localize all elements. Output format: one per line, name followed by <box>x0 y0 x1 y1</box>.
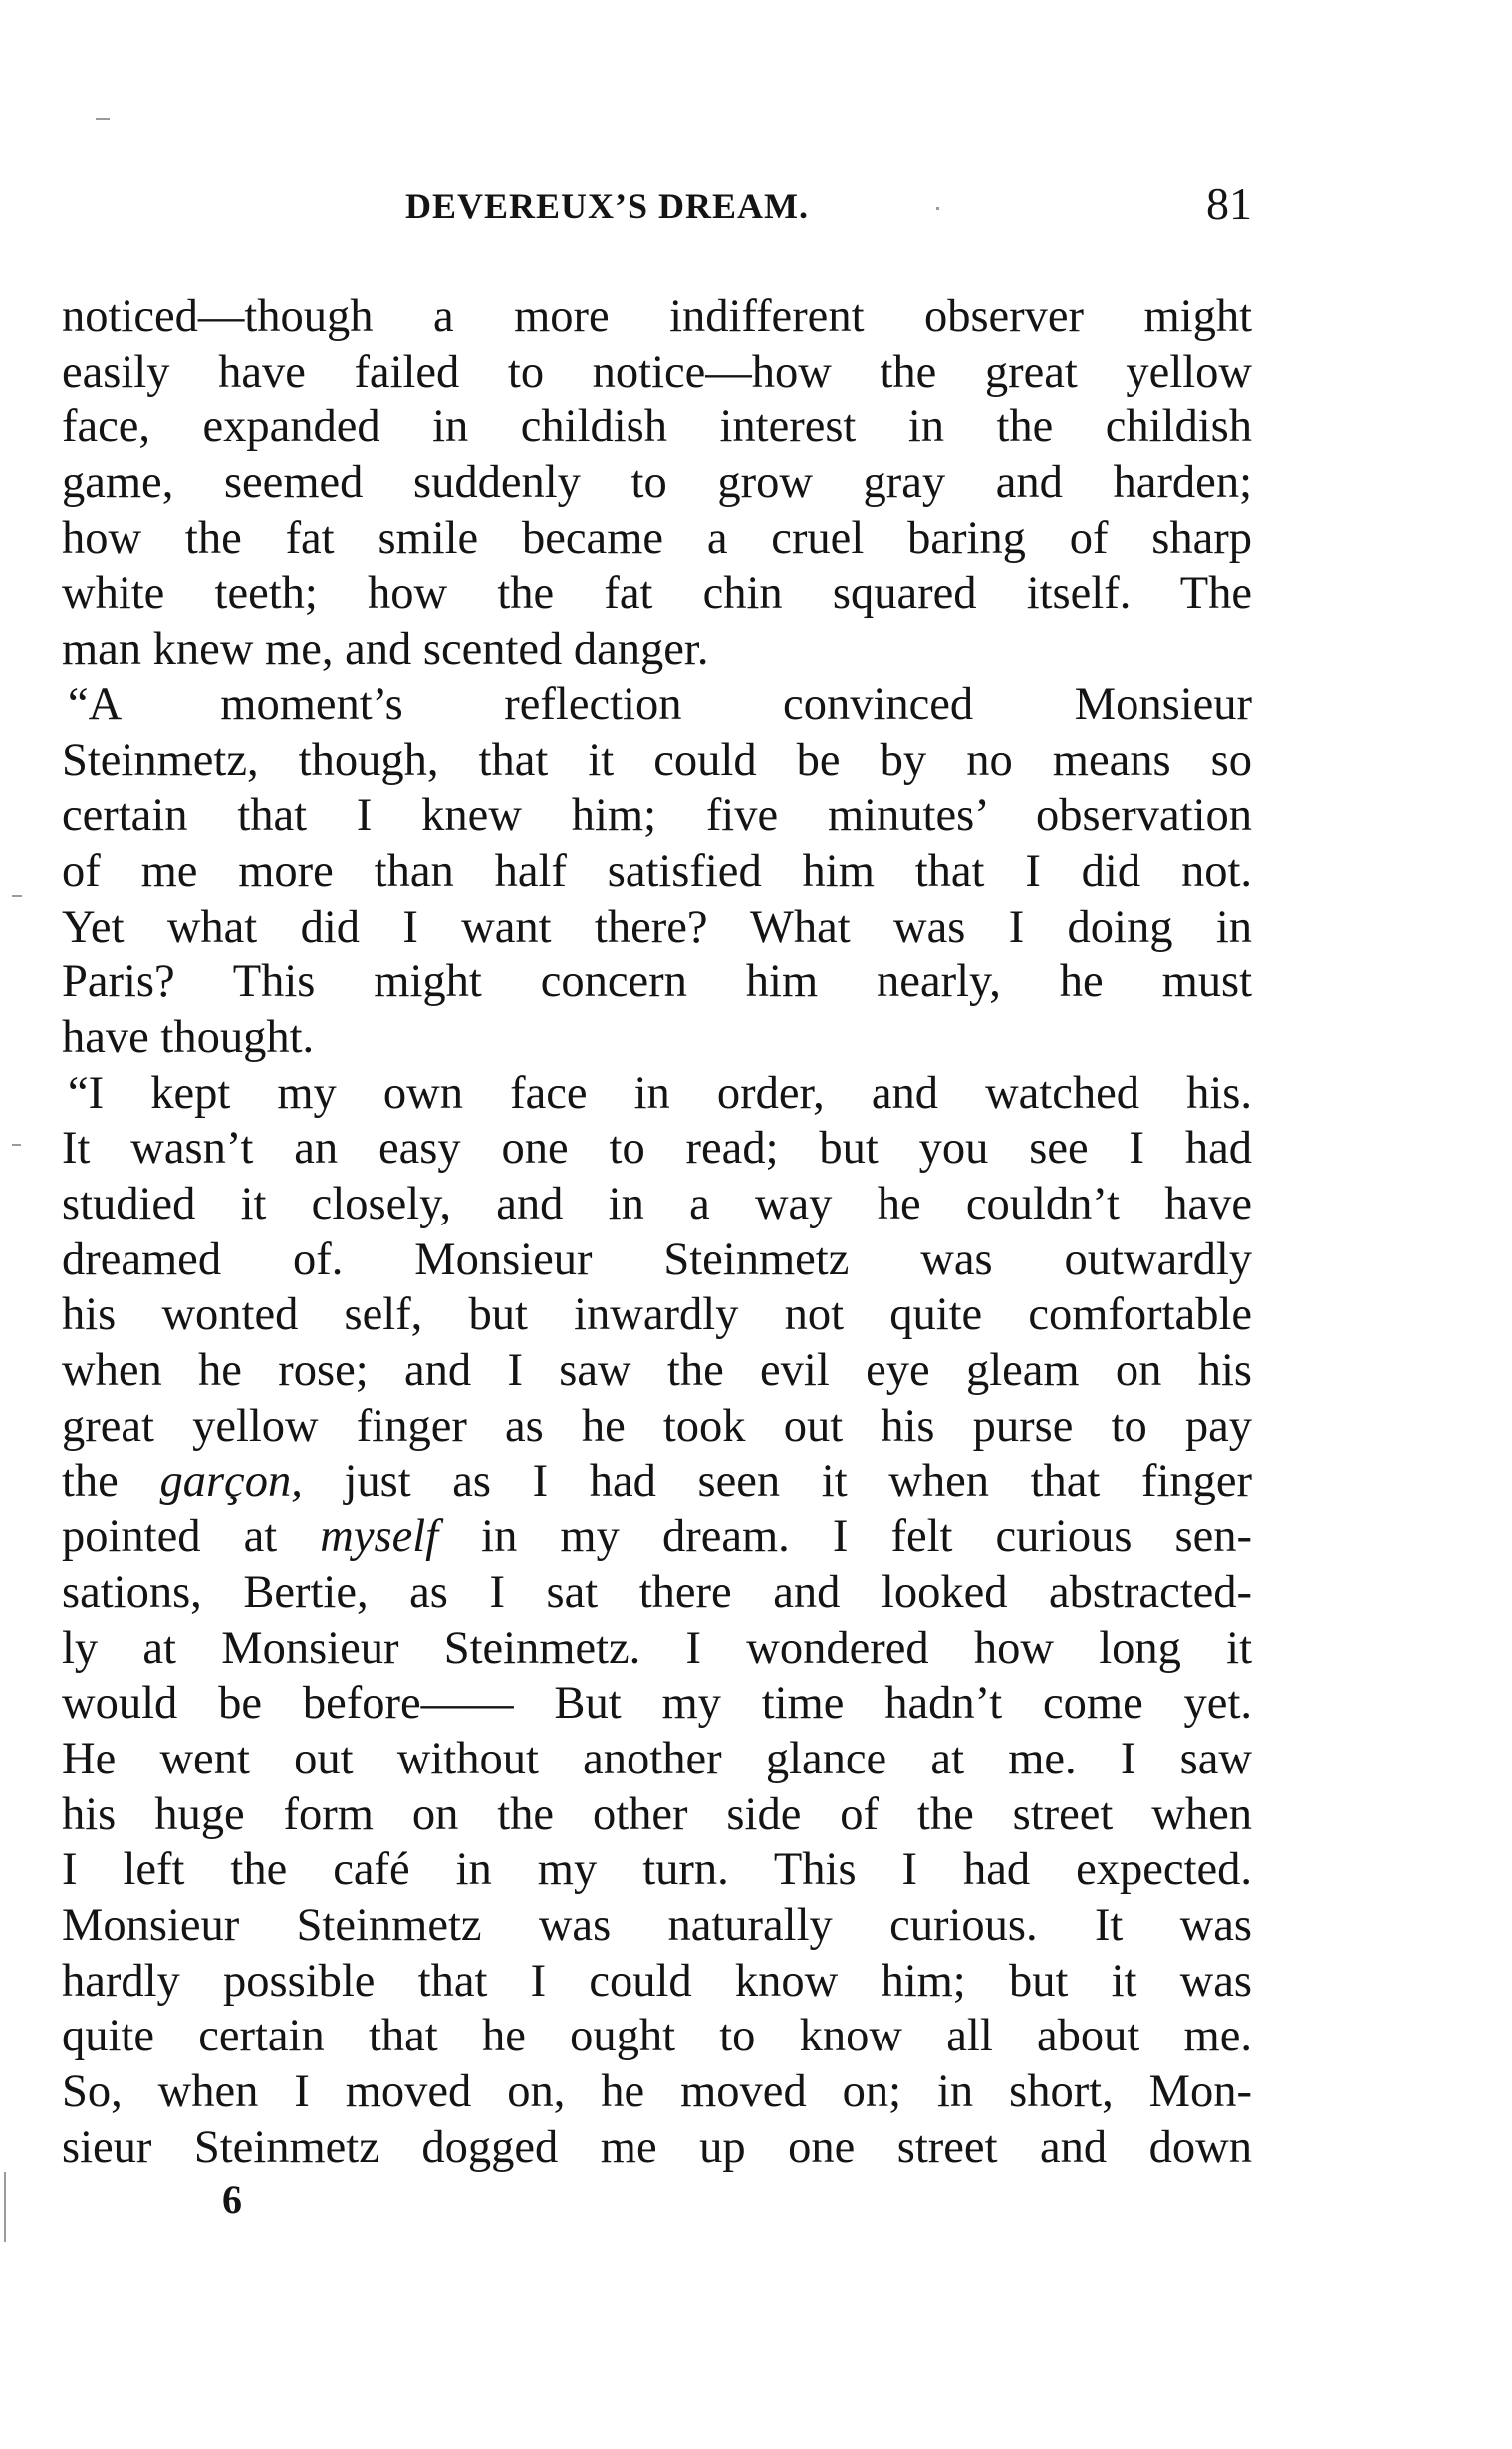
text-line: Steinmetz, though, that it could be by no means so <box>62 734 1252 786</box>
text-line: sieur Steinmetz dogged me up one street and down <box>62 2121 1252 2173</box>
scan-speck <box>4 2172 6 2242</box>
text-line: his huge form on the other side of the street when <box>62 1788 1252 1840</box>
text-segment: just as I had seen it when that finger <box>302 1456 1253 1507</box>
text-line: It wasn’t an easy one to read; but you see I had <box>62 1123 1252 1175</box>
body-text <box>62 289 1252 2175</box>
text-line: his wonted self, but inwardly not quite comfortable <box>62 1289 1252 1341</box>
text-line: dreamed of. Monsieur Steinmetz was outwardly <box>62 1233 1252 1285</box>
italic-word: myself <box>320 1511 439 1563</box>
text-line: hardly possible that I could know him; but it was <box>62 1955 1252 2007</box>
text-line: noticed—though a more indifferent observer might <box>62 291 1252 342</box>
text-line: So, when I moved on, he moved on; in short, Mon- <box>62 2066 1252 2117</box>
text-line: great yellow finger as he took out his purse to pay <box>62 1400 1252 1452</box>
text-line: how the fat smile became a cruel baring of sharp <box>62 512 1252 564</box>
text-line: certain that I knew him; five minutes’ observation <box>62 790 1252 842</box>
text-line: studied it closely, and in a way he couldn’t have <box>62 1179 1252 1229</box>
text-line: white teeth; how the fat chin squared itself. The <box>62 568 1252 620</box>
text-line: ly at Monsieur Steinmetz. I wondered how long it <box>62 1622 1252 1674</box>
text-segment: pointed at <box>62 1511 321 1563</box>
text-segment: the <box>62 1456 160 1507</box>
scan-speck <box>12 1144 21 1146</box>
scan-speck <box>936 207 939 210</box>
text-line: Yet what did I want there? What was I doing in <box>62 901 1252 952</box>
text-line: Paris? This might concern him nearly, he must <box>62 956 1252 1008</box>
text-line: man knew me, and scented danger. <box>62 624 709 676</box>
text-line: easily have failed to notice—how the great yellow <box>62 346 1252 398</box>
italic-word: garçon, <box>159 1456 303 1507</box>
text-line: game, seemed suddenly to grow gray and harden; <box>62 457 1252 509</box>
text-line-garcon <box>62 1454 1252 1509</box>
paragraph-start-line: “I kept my own face in order, and watched his. <box>68 1067 1252 1119</box>
text-segment: in my dream. I felt curious sen- <box>438 1511 1252 1563</box>
paragraph-start-line: “A moment’s reflection convinced Monsieur <box>68 679 1252 730</box>
text-line: have thought. <box>62 1011 315 1063</box>
text-line: of me more than half satisfied him that I did not. <box>62 845 1252 897</box>
text-line: quite certain that he ought to know all about me. <box>62 2011 1252 2062</box>
running-head <box>62 177 1252 237</box>
text-line: when he rose; and I saw the evil eye gleam on his <box>62 1345 1252 1397</box>
text-line: face, expanded in childish interest in the childish <box>62 402 1252 453</box>
text-line: sations, Bertie, as I sat there and looked abstracted- <box>62 1566 1252 1618</box>
running-title: DEVEREUX’S DREAM. <box>405 186 810 226</box>
text-line: would be before—— But my time hadn’t come yet. <box>62 1678 1252 1730</box>
text-line: Monsieur Steinmetz was naturally curious. It was <box>62 1899 1252 1951</box>
scan-speck <box>96 118 110 120</box>
text-line-myself <box>62 1509 1252 1565</box>
page-number: 81 <box>1206 178 1252 229</box>
text-line: He went out without another glance at me. I saw <box>62 1733 1252 1784</box>
scan-speck <box>12 895 22 897</box>
signature-mark: 6 <box>222 2177 242 2222</box>
text-line: I left the café in my turn. This I had expected. <box>62 1844 1252 1896</box>
